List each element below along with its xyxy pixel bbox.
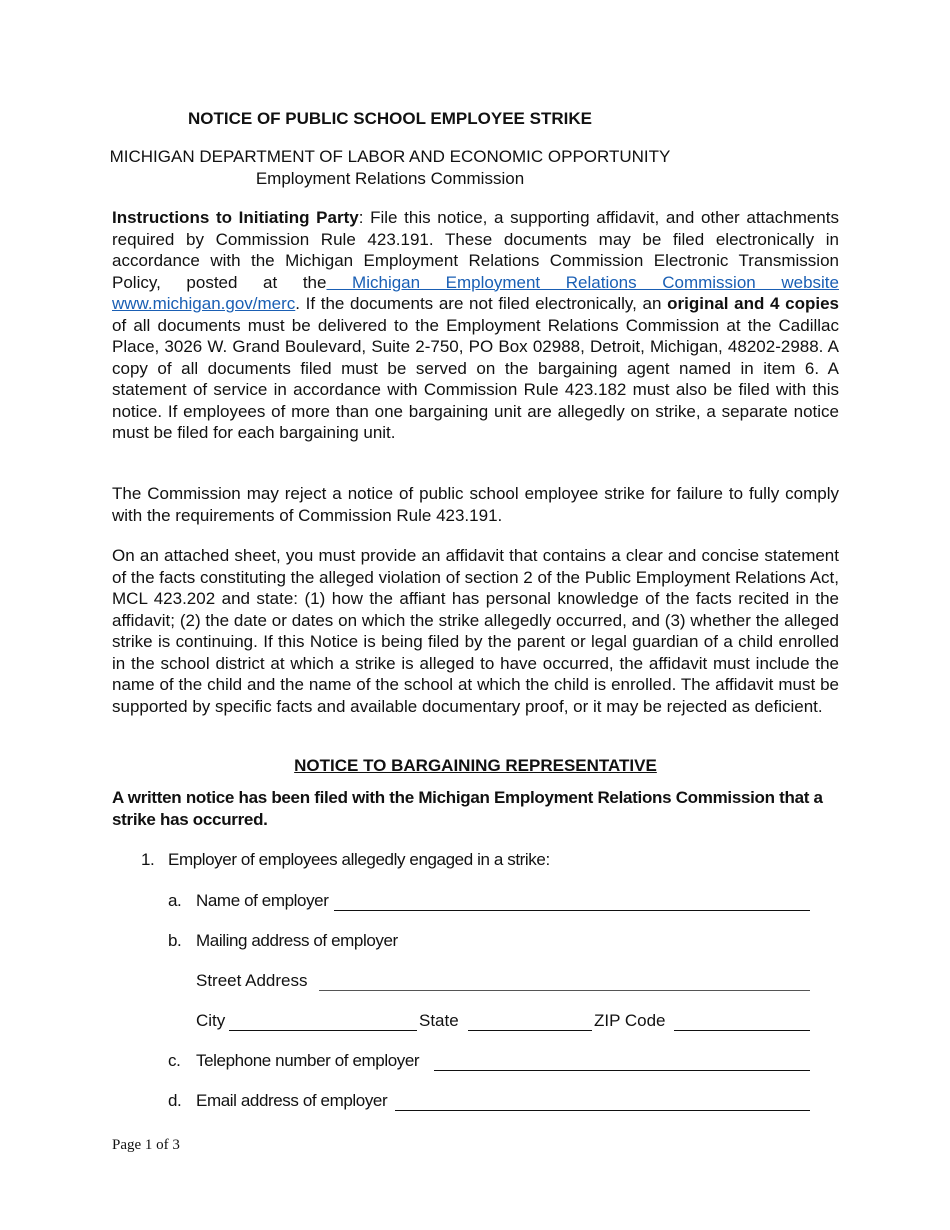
item1-label: Employer of employees allegedly engaged in a strike:: [168, 850, 550, 869]
email-field[interactable]: [395, 1110, 810, 1111]
item1-number: 1.: [141, 850, 155, 869]
street-address-field[interactable]: [319, 990, 810, 991]
telephone-label: Telephone number of employer: [196, 1051, 420, 1070]
item-c-letter: c.: [168, 1051, 181, 1070]
affidavit-paragraph: On an attached sheet, you must provide an affidavit that contains a clear and concise statement of the facts constituting the alleged violation of section 2 of the Public Employment Relations Act, MCL 423.202 and state: (1) how the affiant has personal knowledge of the facts recited in the affidavit; (2) the date or dates on which the strike allegedly occurred, and (3) whether the alleged strike is continuing. If this Notice is being filed by the parent or legal guardian of a child enrolled in the school district at which a strike is alleged to have occurred, the affidavit must include the name of the child and the name of the school at which the child is enrolled. The affidavit must be supported by specific facts and available documentary proof, or it may be rejected as deficient.: [112, 546, 839, 716]
street-address-label: Street Address: [196, 971, 308, 990]
item-a-letter: a.: [168, 891, 182, 910]
state-label: State: [419, 1011, 459, 1030]
employer-name-field[interactable]: [334, 910, 810, 911]
notice-statement: A written notice has been filed with the Michigan Employment Relations Commission that a strike has occurred.: [112, 788, 823, 829]
instructions-text-a: : File this notice, a supporting affidavit, and other attachments required by Commission Rule 423.191. These documents may be filed electronically in accordance with the Michigan Employment Relations Commission Electronic Transmission Policy, posted at the: [112, 208, 839, 292]
agency-header: [0, 146, 780, 190]
instructions-copies: original and 4 copies: [667, 294, 839, 313]
employer-name-label: Name of employer: [196, 891, 329, 910]
notice-heading: NOTICE TO BARGAINING REPRESENTATIVE: [294, 756, 657, 775]
document-title: NOTICE OF PUBLIC SCHOOL EMPLOYEE STRIKE: [188, 109, 592, 128]
instructions-text-c: of all documents must be delivered to the Employment Relations Commission at the Cadillac Place, 3026 W. Grand Boulevard, Suite 2-750, PO Box 02988, Detroit, Michigan, 48202-2988. A copy of all documents filed must be served on the bargaining agent named in item 6. A statement of service in accordance with Commission Rule 423.182 must also be filed with this notice. If employees of more than one bargaining unit are allegedly on strike, a separate notice must be filed for each bargaining unit.: [112, 315, 839, 442]
instructions-paragraph: [112, 207, 839, 444]
email-label: Email address of employer: [196, 1091, 388, 1110]
zip-code-label: ZIP Code: [594, 1011, 666, 1030]
commission-name: Employment Relations Commission: [255, 169, 525, 188]
instructions-lead: Instructions to Initiating Party: [112, 208, 359, 227]
instructions-text-b: . If the documents are not filed electronically, an: [295, 294, 668, 313]
telephone-field[interactable]: [434, 1070, 810, 1071]
page-number: Page 1 of 3: [112, 1137, 180, 1153]
item-b-letter: b.: [168, 931, 182, 950]
mailing-address-label: Mailing address of employer: [196, 931, 398, 950]
department-name: MICHIGAN DEPARTMENT OF LABOR AND ECONOMIC OPPORTUNITY: [109, 147, 671, 166]
city-label: City: [196, 1011, 226, 1030]
state-field[interactable]: [468, 1030, 592, 1031]
merc-website-link[interactable]: Michigan Employment Relations Commission website www.michigan.gov/merc: [112, 272, 839, 313]
rejection-paragraph: The Commission may reject a notice of public school employee strike for failure to fully comply with the requirements of Commission Rule 423.191.: [112, 484, 839, 525]
zip-code-field[interactable]: [674, 1030, 810, 1031]
city-field[interactable]: [229, 1030, 417, 1031]
item-d-letter: d.: [168, 1091, 182, 1110]
